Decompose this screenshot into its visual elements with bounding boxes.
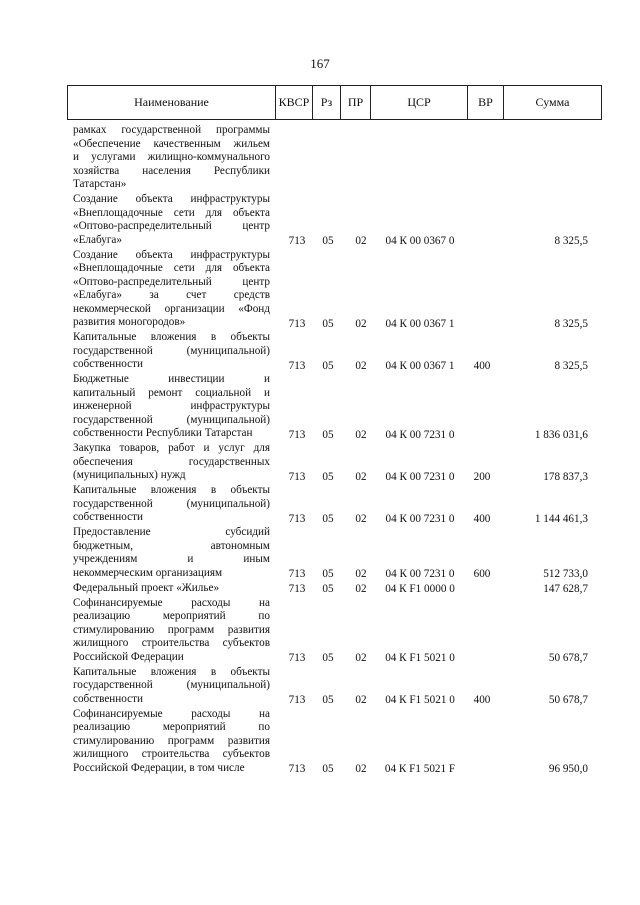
cell-vr: 400	[473, 359, 491, 372]
table-row	[0, 193, 640, 249]
row-name	[73, 484, 270, 525]
cell-vr: 200	[473, 470, 491, 483]
cell-kvsr: 713	[288, 694, 306, 706]
row-name-line: Софинансируемые расходы на	[73, 596, 270, 609]
cell-sum: 50 678,7	[548, 694, 588, 706]
row-name-line: Российской Федерации	[73, 650, 184, 663]
cell-rz: 05	[322, 694, 334, 706]
row-name-line: «Елабуга»	[73, 233, 122, 246]
cell-sum: 50 678,7	[548, 652, 588, 664]
row-name-line: стимулированию программ развития	[73, 734, 270, 747]
cell-sum: 178 837,3	[543, 470, 588, 483]
row-name-line: «Обеспечение качественным жильем	[73, 137, 270, 150]
cell-csr: 04 К 00 0367 0	[385, 235, 455, 247]
row-name-line: Татарстан»	[73, 178, 127, 190]
cell-kvsr: 713	[288, 428, 306, 441]
cell-pr: 02	[355, 652, 367, 664]
row-name	[73, 708, 270, 776]
cell-csr: 04 К F1 0000 0	[385, 583, 455, 595]
row-name-line: хозяйства населения Республики	[73, 164, 270, 177]
cell-csr: 04 К F1 5021 0	[385, 694, 455, 706]
row-name-line: «Внеплощадочные сети для объекта	[73, 262, 270, 274]
cell-rz: 05	[322, 470, 334, 483]
column-header-kvsr: КВСР	[276, 86, 313, 120]
row-name-line: стимулированию программ развития	[73, 623, 270, 636]
row-name-line: государственной (муниципальной)	[73, 679, 270, 691]
cell-csr: 04 К F1 5021 0	[385, 652, 455, 664]
row-name-line: реализацию мероприятий по	[73, 610, 270, 622]
row-name	[73, 373, 270, 441]
column-header-vr: ВР	[468, 86, 504, 120]
row-name-line: Создание объекта инфраструктуры	[73, 248, 270, 261]
cell-pr: 02	[355, 235, 367, 247]
cell-kvsr: 713	[288, 317, 306, 330]
cell-kvsr: 713	[288, 359, 306, 372]
cell-csr: 04 К 00 0367 1	[385, 359, 455, 372]
cell-pr: 02	[355, 568, 367, 580]
cell-csr: 04 К 00 7231 0	[385, 512, 455, 525]
row-name-line: жилищного строительства субъектов	[73, 748, 270, 760]
table-row	[0, 708, 640, 777]
cell-kvsr: 713	[288, 568, 306, 580]
row-name-line: «Оптово-распределительный центр	[73, 220, 270, 232]
row-name-line: Софинансируемые расходы на	[73, 707, 270, 720]
row-name-line: собственности	[73, 692, 143, 705]
cell-sum: 1 144 461,3	[534, 512, 588, 525]
table-row	[0, 124, 640, 193]
row-name-line: учреждениям и иным	[73, 553, 270, 565]
row-name-line: Создание объекта инфраструктуры	[73, 193, 270, 205]
row-name-line: бюджетным, автономным	[73, 539, 270, 552]
cell-rz: 05	[322, 428, 334, 441]
row-name	[73, 193, 270, 247]
row-name	[73, 526, 270, 580]
row-name-line: собственности	[73, 358, 143, 370]
cell-pr: 02	[355, 512, 367, 525]
table-row	[0, 582, 640, 597]
cell-csr: 04 К 00 7231 0	[385, 568, 455, 580]
cell-kvsr: 713	[288, 235, 306, 247]
cell-sum: 96 950,0	[548, 763, 588, 775]
row-name-line: капитальный ремонт социальной и	[73, 386, 270, 399]
table-row	[0, 597, 640, 666]
cell-pr: 02	[355, 317, 367, 330]
row-name-line: Капитальные вложения в объекты	[73, 331, 270, 343]
column-header-pr: ПР	[341, 86, 371, 120]
row-name	[73, 249, 270, 330]
cell-sum: 8 325,5	[554, 235, 588, 247]
table-row	[0, 373, 640, 442]
cell-rz: 05	[322, 652, 334, 664]
column-header-csr: ЦСР	[371, 86, 468, 120]
row-name-line: Российской Федерации, в том числе	[73, 761, 245, 774]
row-name	[73, 331, 270, 372]
row-name-line: «Елабуга» за счет средств	[73, 289, 270, 301]
row-name-line: государственной (муниципальной)	[73, 497, 270, 510]
row-name-line: обеспечения государственных	[73, 455, 270, 468]
cell-pr: 02	[355, 470, 367, 483]
cell-rz: 05	[322, 763, 334, 775]
row-name-line: Бюджетные инвестиции и	[73, 373, 270, 385]
cell-rz: 05	[322, 317, 334, 330]
row-name-line: государственной (муниципальной)	[73, 413, 270, 426]
row-name-line: реализацию мероприятий по	[73, 721, 270, 733]
cell-kvsr: 713	[288, 470, 306, 483]
cell-rz: 05	[322, 583, 334, 595]
cell-sum: 8 325,5	[554, 317, 588, 330]
cell-vr: 400	[473, 512, 491, 525]
page-number: 167	[310, 56, 330, 71]
column-header-rz: Рз	[313, 86, 341, 120]
cell-csr: 04 К 00 7231 0	[385, 428, 455, 441]
cell-sum: 1 836 031,6	[534, 428, 588, 441]
table-row	[0, 249, 640, 332]
cell-pr: 02	[355, 428, 367, 441]
row-name-line: Предоставление субсидий	[73, 526, 270, 538]
table-row	[0, 666, 640, 708]
cell-pr: 02	[355, 763, 367, 775]
column-header-sum: Сумма	[504, 86, 602, 120]
cell-rz: 05	[322, 568, 334, 580]
row-name	[73, 582, 270, 596]
row-name-line: собственности Республики Татарстан	[73, 427, 253, 439]
cell-pr: 02	[355, 694, 367, 706]
cell-vr: 400	[473, 694, 491, 706]
cell-kvsr: 713	[288, 512, 306, 525]
cell-sum: 512 733,0	[543, 568, 588, 580]
cell-rz: 05	[322, 512, 334, 525]
column-header-name: Наименование	[68, 86, 276, 120]
cell-vr: 600	[473, 568, 491, 580]
row-name-line: инженерной инфраструктуры	[73, 400, 270, 412]
cell-csr: 04 К 00 0367 1	[385, 317, 455, 330]
row-name	[73, 597, 270, 665]
row-name-line: некоммерческим организациям	[73, 566, 223, 579]
cell-csr: 04 К F1 5021 F	[384, 763, 456, 775]
row-name-line: жилищного строительства субъектов	[73, 637, 270, 649]
cell-sum: 147 628,7	[543, 583, 588, 595]
row-name-line: «Внеплощадочные сети для объекта	[73, 206, 270, 219]
row-name-line: Капитальные вложения в объекты	[73, 665, 270, 678]
cell-rz: 05	[322, 359, 334, 372]
row-name-line: (муниципальных) нужд	[73, 469, 186, 481]
cell-sum: 8 325,5	[554, 359, 588, 372]
table-row	[0, 442, 640, 484]
cell-pr: 02	[355, 583, 367, 595]
cell-kvsr: 713	[288, 583, 306, 595]
cell-csr: 04 К 00 7231 0	[385, 470, 455, 483]
row-name	[73, 666, 270, 707]
row-name	[73, 124, 270, 192]
table-row	[0, 526, 640, 582]
row-name-line: некоммерческой организации «Фонд	[73, 302, 270, 315]
table-header	[67, 85, 602, 120]
row-name-line: Закупка товаров, работ и услуг для	[73, 442, 270, 454]
row-name-line: Федеральный проект «Жилье»	[73, 581, 220, 594]
row-name-line: «Оптово-распределительный центр	[73, 275, 270, 288]
row-name-line: собственности	[73, 511, 143, 523]
cell-rz: 05	[322, 235, 334, 247]
cell-kvsr: 713	[288, 763, 306, 775]
cell-pr: 02	[355, 359, 367, 372]
row-name-line: государственной (муниципальной)	[73, 344, 270, 357]
row-name-line: Капитальные вложения в объекты	[73, 484, 270, 496]
table-row	[0, 484, 640, 526]
cell-kvsr: 713	[288, 652, 306, 664]
row-name-line: развития моногородов»	[73, 316, 186, 328]
row-name	[73, 442, 270, 483]
table-row	[0, 331, 640, 373]
row-name-line: и услугами жилищно-коммунального	[73, 151, 270, 163]
row-name-line: рамках государственной программы	[73, 124, 270, 136]
table-body	[0, 124, 640, 777]
